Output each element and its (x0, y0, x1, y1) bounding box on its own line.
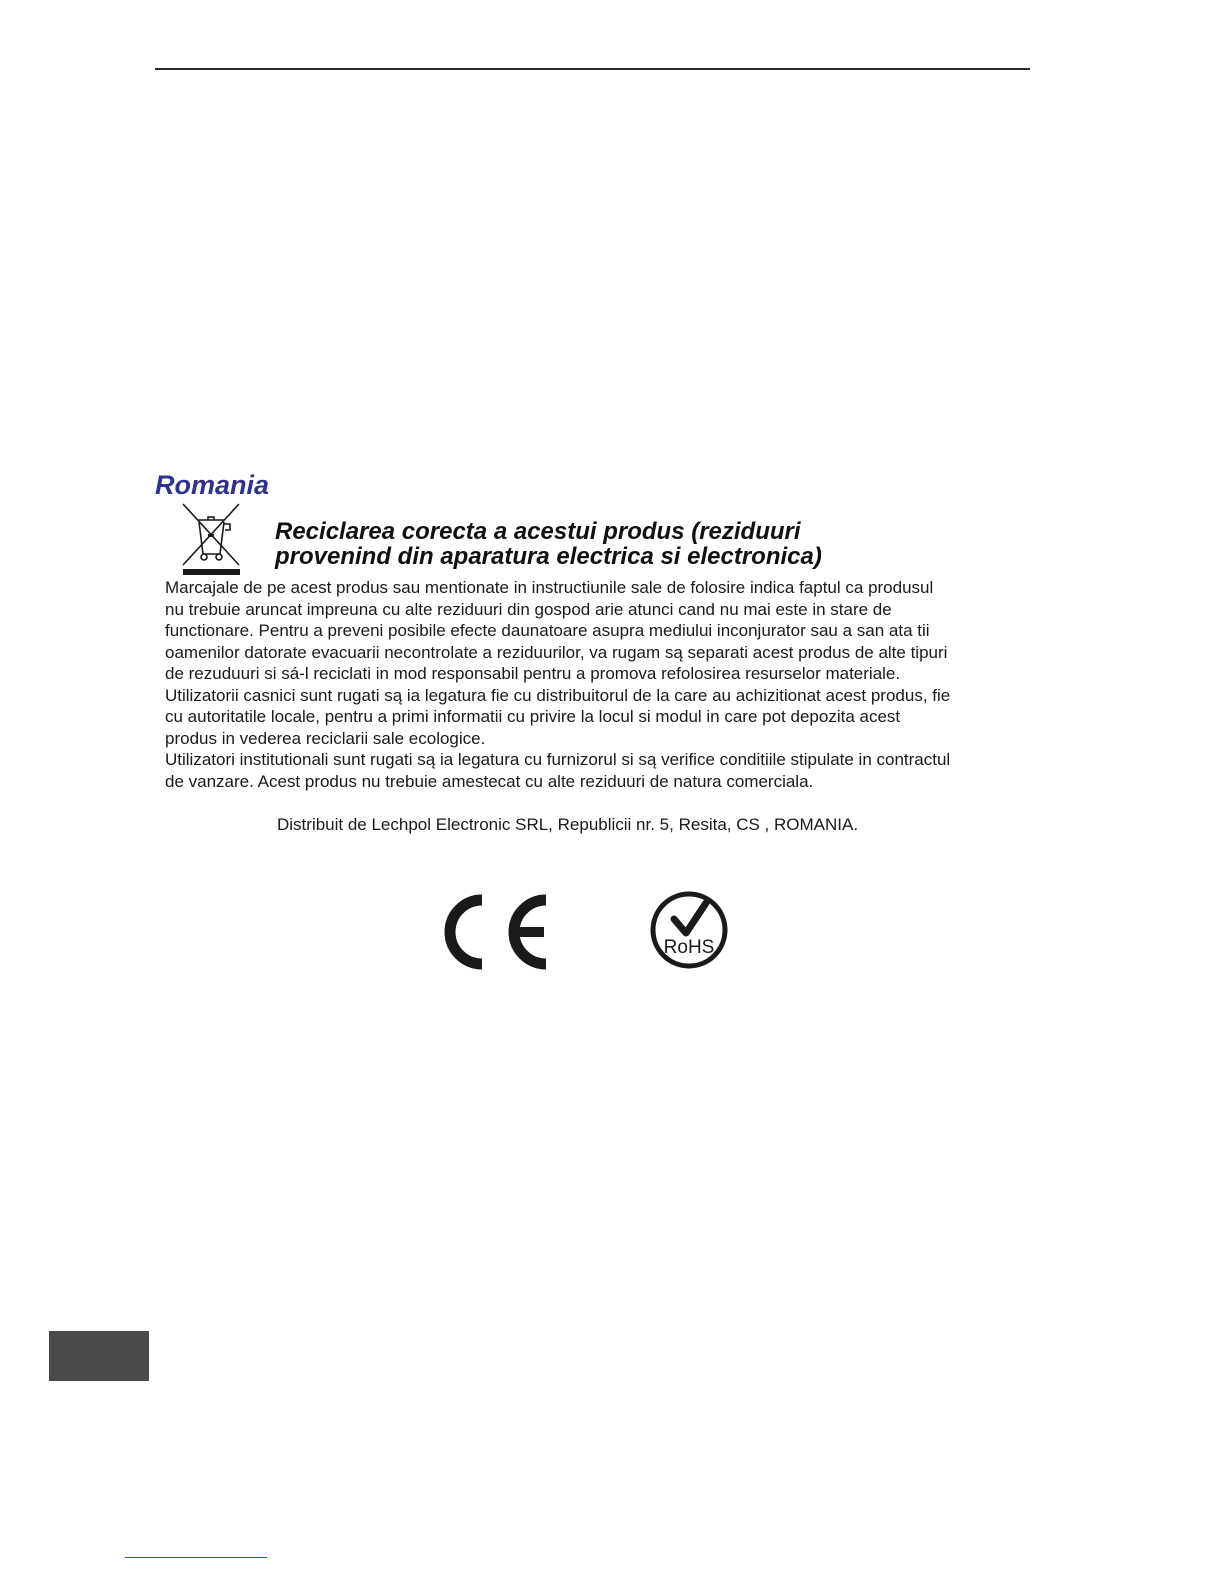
top-divider (155, 68, 1030, 70)
crossed-out-wheelie-bin-icon (180, 502, 242, 576)
bottom-divider (125, 1557, 267, 1558)
paragraph-line: cu autoritatile locale, pentru a primi informatii cu privire la locul si modul in care pot depozita acest (165, 707, 901, 726)
paragraph-line: Utilizatorii casnici sunt rugati są ia legatura fie cu distribuitorul de la care au achizitionat acest produs, fie (165, 685, 951, 705)
heading-line: Reciclarea corecta a acestui produs (reziduuri (275, 518, 801, 545)
rohs-label: RoHS (663, 937, 715, 958)
recycling-paragraph (165, 577, 1065, 792)
paragraph-line: oamenilor datorate evacuarii necontrolate a reziduurilor, va rugam są separati acest produs de alte tipuri (165, 642, 948, 662)
paragraph-line: Utilizatori institutionali sunt rugati są ia legatura cu furnizorul si są verifice conditiile stipulate in contractul (165, 750, 951, 769)
paragraph-line: nu trebuie aruncat impreuna cu alte reziduuri din gospod arie atunci cand nu mai este in stare de (165, 599, 892, 619)
ce-mark-icon (444, 894, 554, 970)
section-heading (275, 519, 975, 569)
page-tab-marker (49, 1331, 149, 1381)
rohs-check-icon (648, 889, 730, 971)
paragraph-line: functionare. Pentru a preveni posibile efecte daunatoare asupra mediului inconjurator sau a san ata tii (165, 621, 930, 640)
heading-line: provenind din aparatura electrica si electronica) (275, 543, 822, 570)
distributor-address: Distribuit de Lechpol Electronic SRL, Republicii nr. 5, Resita, CS , ROMANIA. (277, 815, 859, 834)
country-heading: Romania (155, 470, 270, 500)
paragraph-line: produs in vederea reciclarii sale ecologice. (165, 728, 486, 748)
paragraph-line: Marcajale de pe acest produs sau mentionate in instructiunile sale de folosire indica faptul ca produsul (165, 578, 934, 597)
paragraph-line: de rezuduuri si sá-l reciclati in mod responsabil pentru a promova refolosirea resurselor materiale. (165, 664, 901, 683)
paragraph-line: de vanzare. Acest produs nu trebuie amestecat cu alte reziduuri de natura comerciala. (165, 771, 814, 791)
